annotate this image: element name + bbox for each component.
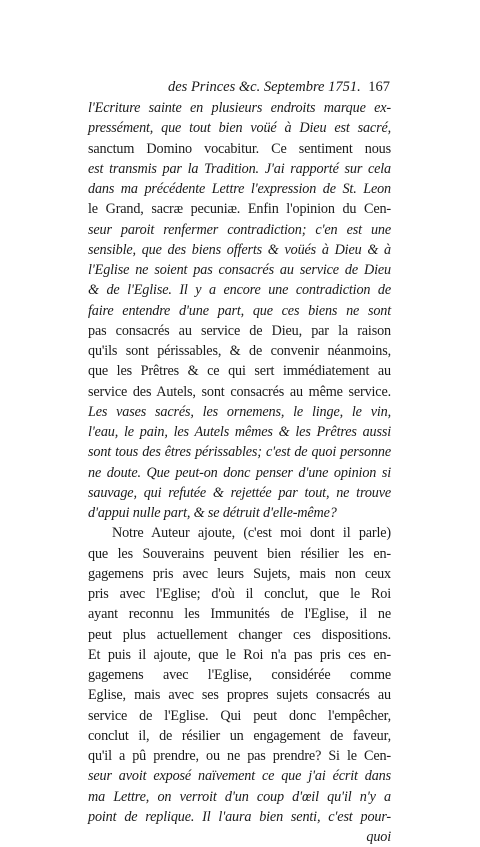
text-line: pris avec l'Eglise; d'où il conclut, que le Roi [88,586,391,602]
text-line: seur avoit exposé naïvement ce que j'ai écrit dans [88,768,391,785]
text-line: & de l'Eglise. Il y a encore une contradiction de [88,282,391,299]
text-line: Et puis il ajoute, que le Roi n'a pas pris ces en- [88,646,391,663]
text-line: faire entendre d'une part, que ces biens ne sont [88,302,391,319]
text-line: est transmis par la Tradition. J'ai rapporté sur cela [88,160,391,177]
body-text [88,98,391,847]
text-line: l'Eglise ne soient pas consacrés au service de Dieu [88,262,391,278]
text-line: dans ma précédente Lettre l'expression de St. Leon [88,181,391,197]
text-line: d'appui nulle part, & se détruit d'elle-même? [88,505,337,521]
text-line: Les vases sacrés, les ornemens, le linge, le vin, [88,403,391,420]
text-line: ne doute. Que peut-on donc penser d'une opinion si [88,464,391,481]
text-line: pressément, que tout bien voüé à Dieu est sacré, [88,120,391,137]
text-line: conclut il, de résilier un engagement de faveur, [88,727,391,744]
text-line: gagemens avec l'Eglise, considérée comme [88,667,391,683]
text-line: Eglise, mais avec ses propres sujets consacrés au [88,687,391,704]
text-line: le Grand, sacræ pecuniæ. Enfin l'opinion du Cen- [88,201,391,218]
text-line: quoi [366,829,391,845]
text-line: ma Lettre, on verroit d'un coup d'œil qu'il n'y a [88,788,391,805]
text-line: gagemens pris avec leurs Sujets, mais non ceux [88,565,391,582]
running-title: des Princes &c. Septembre 1751. [168,79,361,95]
text-line: que les Souverains peuvent bien résilier les en- [88,545,391,562]
page-number: 167 [368,79,390,95]
text-line: l'eau, le pain, les Autels mêmes & les Prêtres aussi [88,424,391,440]
text-line: qu'il a pû prendre, ou ne pas prendre? Si le Cen- [88,748,391,764]
text-line: l'Ecriture sainte en plusieurs endroits marque ex- [88,100,391,116]
text-line: que les Prêtres & ce qui sert immédiatement au [88,363,391,380]
text-line: service des Autels, sont consacrés au même service. [88,383,391,400]
text-line: service de l'Eglise. Qui peut donc l'empêcher, [88,707,391,724]
text-line: sauvage, qui refutée & rejettée par tout, ne trouve [88,484,391,501]
text-line: sensible, que des biens offerts & voüés à Dieu & à [88,241,391,258]
text-line: point de replique. Il l'aura bien senti, c'est pour- [88,808,391,825]
text-line: sanctum Domino vocabitur. Ce sentiment nous [88,140,391,157]
page-header [168,77,390,97]
text-line: ayant reconnu les Immunités de l'Eglise, il ne [88,606,391,623]
text-line: Notre Auteur ajoute, (c'est moi dont il parle) [112,525,391,542]
text-line: seur paroit renfermer contradiction; c'en est une [88,221,391,238]
text-line: sont tous des êtres périssables; c'est de quoi personne [88,444,391,461]
text-line: peut plus actuellement changer ces dispositions. [88,626,391,643]
text-line: pas consacrés au service de Dieu, par la raison [88,322,391,339]
text-line: qu'ils sont périssables, & de convenir néanmoins, [88,343,391,359]
